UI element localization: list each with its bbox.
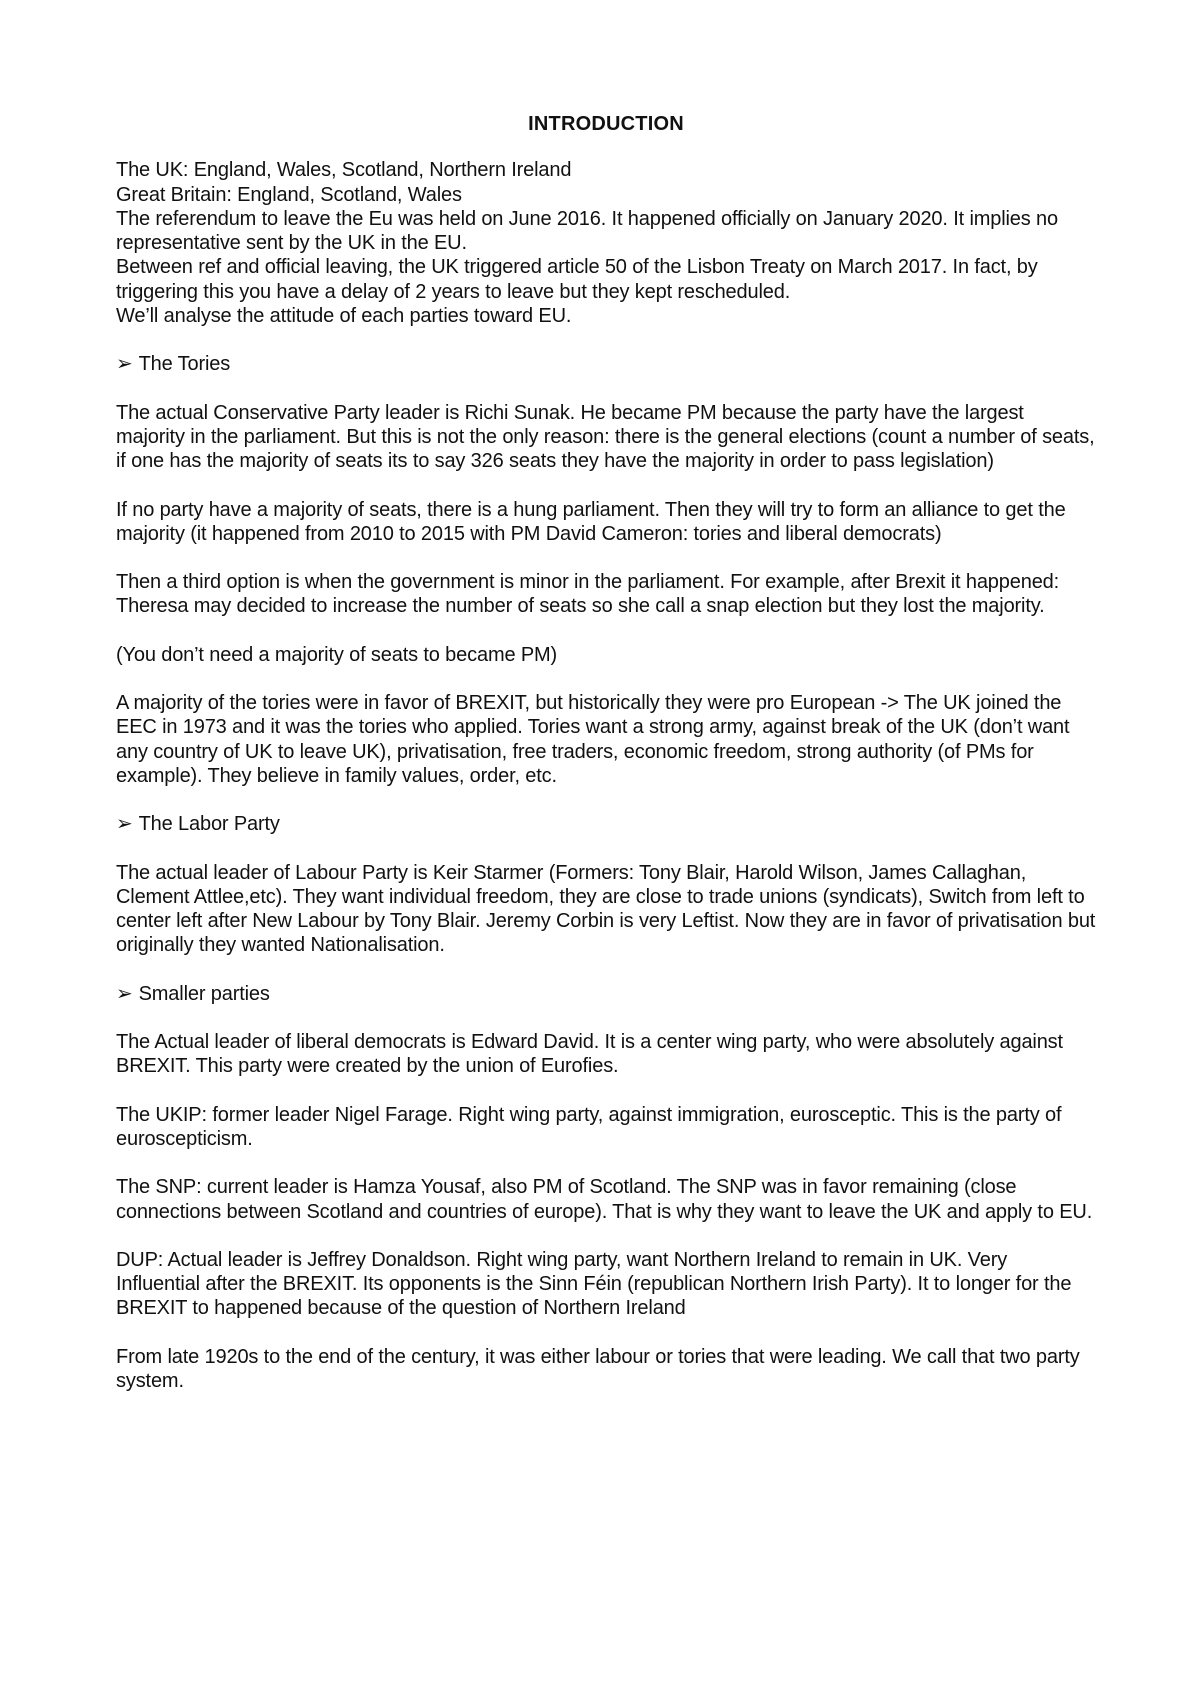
intro-block xyxy=(116,158,1096,328)
intro-line: The referendum to leave the Eu was held on June 2016. It happened officially on January 2020. It implies no representative sent by the UK in the EU. xyxy=(116,207,1058,255)
section-heading-tories xyxy=(116,352,1096,376)
arrow-bullet-icon: ➢ xyxy=(116,353,133,376)
paragraph: The actual leader of Labour Party is Keir Starmer (Formers: Tony Blair, Harold Wilson, James Callaghan, Clement Attlee,etc). They want individual freedom, they are close to trade unions (syndicats), Switch from left to center left after New Labour by Tony Blair. Jeremy Corbin is very Leftist. Now they are in favor of privatisation but originally they wanted Nationalisation. xyxy=(116,861,1096,957)
page-title: INTRODUCTION xyxy=(528,113,684,135)
section-heading-text: Smaller parties xyxy=(138,982,270,1005)
paragraph: (You don’t need a majority of seats to became PM) xyxy=(116,643,558,666)
arrow-bullet-icon: ➢ xyxy=(116,982,133,1005)
intro-line: We’ll analyse the attitude of each parties toward EU. xyxy=(116,305,572,328)
document-body xyxy=(116,112,1096,1417)
paragraph: Then a third option is when the government is minor in the parliament. For example, after Brexit it happened: Theresa may decided to increase the number of seats so she call a snap election but they lost the majority. xyxy=(116,571,1060,618)
section-heading-labor xyxy=(116,812,1096,836)
paragraph: The UKIP: former leader Nigel Farage. Right wing party, against immigration, eurosceptic. This is the party of euroscepticism. xyxy=(116,1103,1062,1150)
paragraph: The SNP: current leader is Hamza Yousaf, also PM of Scotland. The SNP was in favor remaining (close connections between Scotland and countries of europe). That is why they want to leave the UK and apply to EU. xyxy=(116,1176,1093,1223)
section-heading-text: The Labor Party xyxy=(138,813,280,836)
paragraph: A majority of the tories were in favor of BREXIT, but historically they were pro European -> The UK joined the EEC in 1973 and it was the tories who applied. Tories want a strong army, against break of the UK (don’t want any country of UK to leave UK), privatisation, free traders, economic freedom, strong authority (of PMs for example). They believe in family values, order, etc. xyxy=(116,692,1070,787)
intro-line: Great Britain: England, Scotland, Wales xyxy=(116,183,462,206)
section-heading-text: The Tories xyxy=(138,353,231,376)
section-heading-smaller-parties xyxy=(116,982,1096,1006)
paragraph: If no party have a majority of seats, there is a hung parliament. Then they will try to form an alliance to get the majority (it happened from 2010 to 2015 with PM David Cameron: tories and liberal democrats) xyxy=(116,498,1066,545)
paragraph: The Actual leader of liberal democrats is Edward David. It is a center wing party, who were absolutely against BREXIT. This party were created by the union of Eurofies. xyxy=(116,1031,1063,1078)
paragraph: The actual Conservative Party leader is Richi Sunak. He became PM because the party have the largest majority in the parliament. But this is not the only reason: there is the general elections (count a number of seats, if one has the majority of seats its to say 326 seats they have the majority in order to pass legislation) xyxy=(116,401,1095,473)
paragraph: From late 1920s to the end of the century, it was either labour or tories that were leading. We call that two party system. xyxy=(116,1345,1080,1392)
arrow-bullet-icon: ➢ xyxy=(116,813,133,836)
paragraph: DUP: Actual leader is Jeffrey Donaldson. Right wing party, want Northern Ireland to remain in UK. Very Influential after the BREXIT. Its opponents is the Sinn Féin (republican Northern Irish Party). It to longer for the BREXIT to happened because of the question of Northern Ireland xyxy=(116,1248,1072,1320)
intro-line: Between ref and official leaving, the UK triggered article 50 of the Lisbon Treaty on March 2017. In fact, by triggering this you have a delay of 2 years to leave but they kept rescheduled. xyxy=(116,256,1038,303)
intro-line: The UK: England, Wales, Scotland, Northern Ireland xyxy=(116,159,572,182)
